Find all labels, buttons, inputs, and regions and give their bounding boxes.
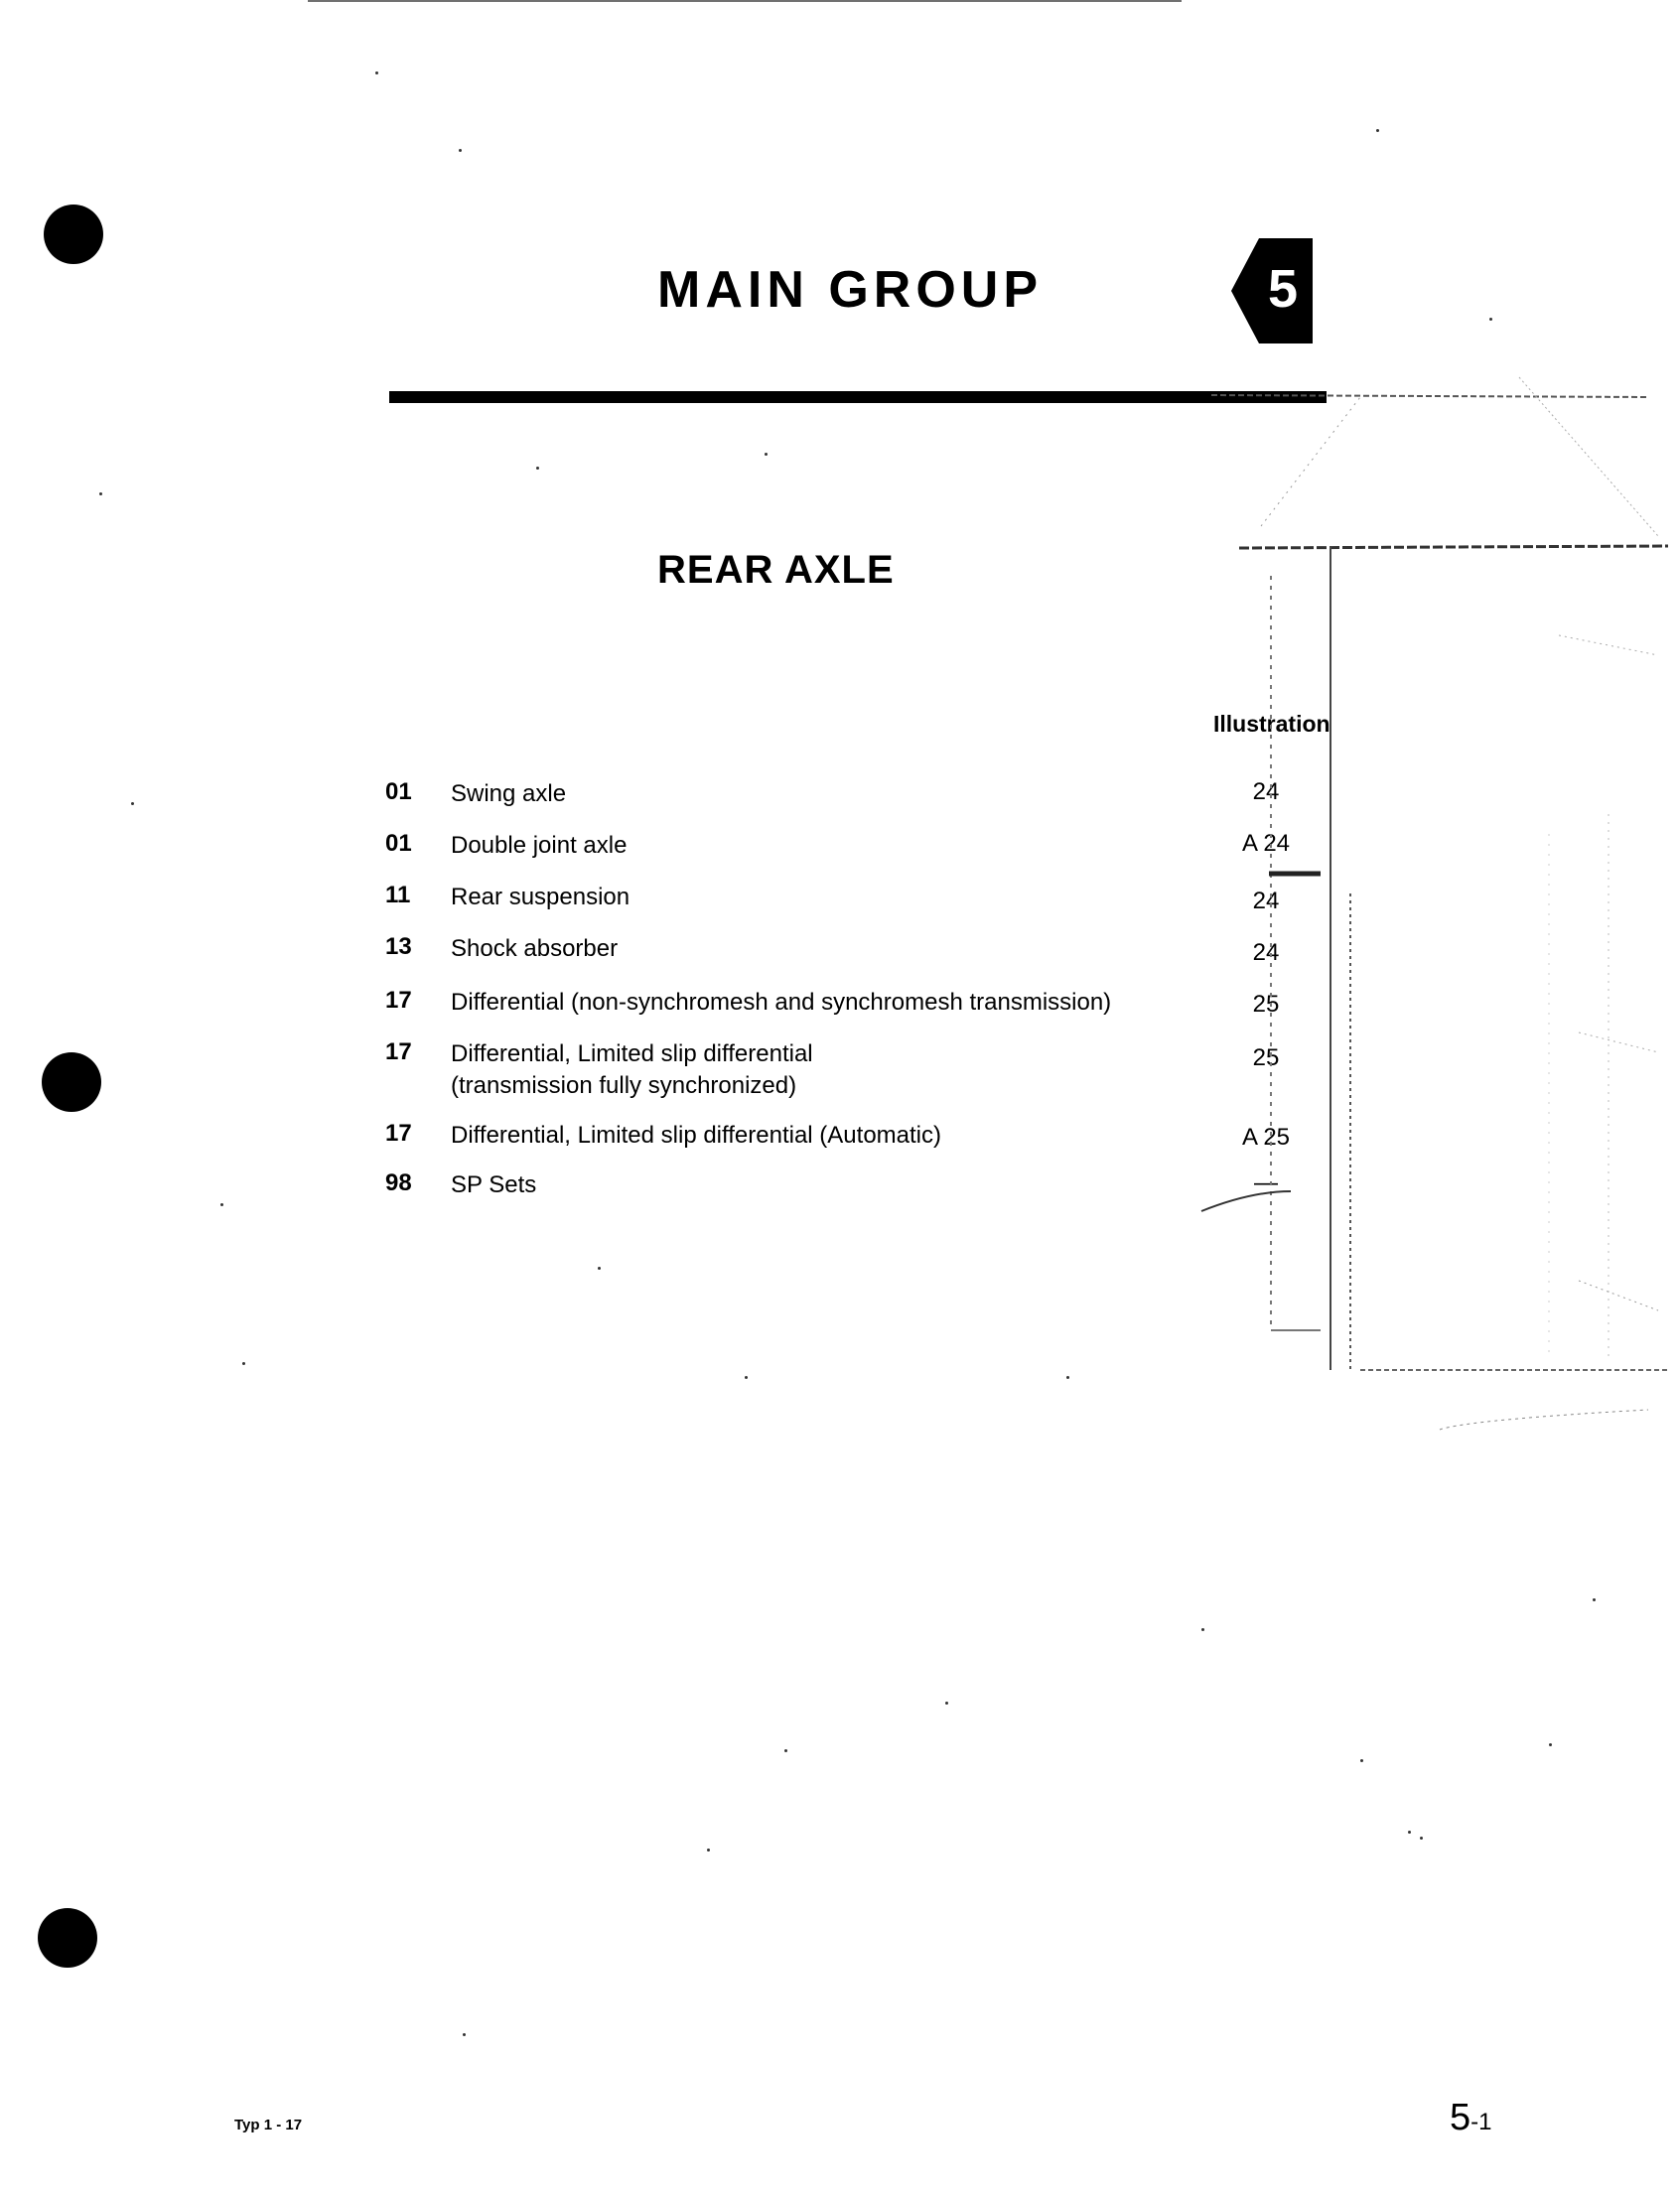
row-label: Swing axle [451,780,567,807]
row-illustration: 25 [1252,991,1280,1018]
row-number: 98 [385,1169,412,1196]
binder-hole-bottom [38,1908,97,1968]
row-number: 17 [385,1038,412,1065]
footer-type-label: Typ 1 - 17 [234,2117,303,2133]
row-illustration: A 24 [1241,830,1291,857]
row-label: Differential (non-synchromesh and synchromesh transmission) [451,989,1112,1016]
scan-artifact [1182,338,1678,1529]
scan-speck [707,1849,710,1852]
row-illustration: — [1254,1169,1278,1196]
scan-speck [745,1376,748,1379]
binder-hole-middle [42,1052,101,1112]
scan-speck [1201,1628,1204,1631]
main-group-title: MAIN GROUP [657,261,1043,319]
binder-hole-top [44,205,103,264]
row-number: 01 [385,778,412,805]
row-number: 11 [385,882,411,908]
scan-speck [765,453,768,456]
scan-speck [1376,129,1379,132]
page-number-main: 5 [1450,2097,1471,2138]
row-label: Double joint axle [451,832,628,859]
scan-speck [242,1362,245,1365]
scan-speck [463,2033,466,2036]
page-number [1450,2097,1491,2139]
scan-speck [784,1749,787,1752]
scan-speck [536,467,539,470]
group-number-badge [1231,238,1313,343]
scan-speck [1408,1831,1411,1834]
row-number: 13 [385,933,412,960]
row-label: Rear suspension [451,884,630,910]
scan-speck [598,1267,601,1270]
row-illustration: A 25 [1241,1124,1291,1151]
row-label: SP Sets [451,1171,537,1198]
scan-speck [375,71,378,74]
row-illustration: 24 [1252,778,1280,805]
scan-speck [1489,318,1492,321]
row-label: Shock absorber [451,935,619,962]
row-illustration: 24 [1252,888,1280,914]
scan-speck [99,492,102,495]
row-illustration: 24 [1252,939,1280,966]
scan-speck [1549,1743,1552,1746]
scan-speck [459,149,462,152]
row-number: 17 [385,1120,412,1147]
page-number-sub: -1 [1470,2109,1492,2135]
row-label: Differential, Limited slip differential (Automatic) [451,1122,941,1149]
scan-speck [1360,1759,1363,1762]
scan-top-line [308,0,1182,2]
row-number: 17 [385,987,412,1014]
scan-speck [131,802,134,805]
scan-speck [1593,1598,1596,1601]
row-illustration: 25 [1252,1044,1280,1071]
section-title: REAR AXLE [657,548,895,592]
scan-speck [945,1702,948,1705]
group-number: 5 [1267,259,1299,319]
scan-speck [1420,1837,1423,1840]
scan-speck [1066,1376,1069,1379]
scan-speck [220,1203,223,1206]
illustration-column-header: Illustration [1213,711,1330,737]
row-number: 01 [385,830,412,857]
row-label-line2: (transmission fully synchronized) [451,1072,797,1099]
row-label: Differential, Limited slip differential [451,1040,813,1067]
